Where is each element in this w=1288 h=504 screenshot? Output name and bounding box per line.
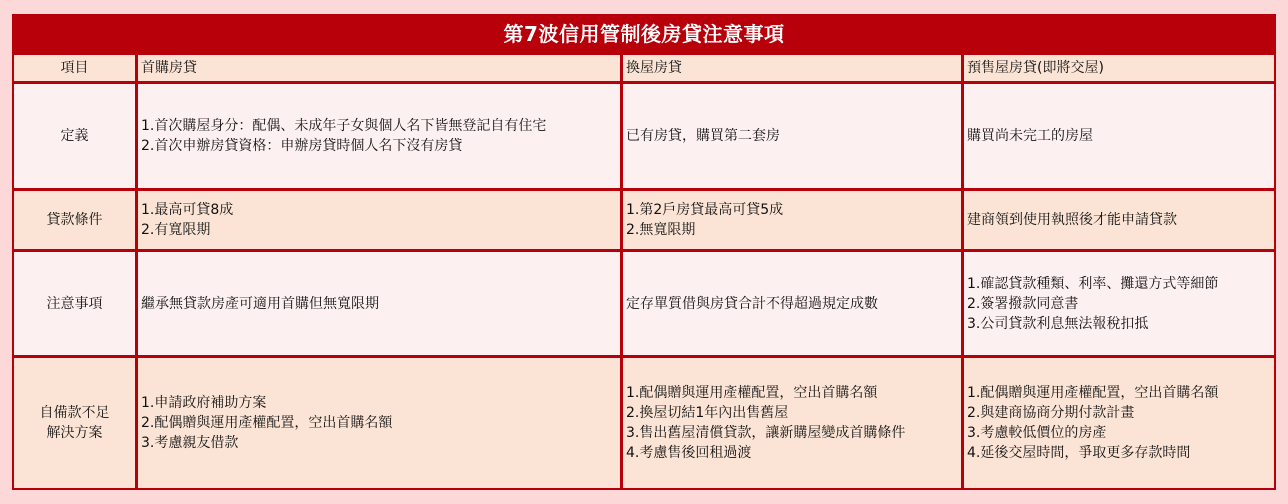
cell-first-purchase: [138, 358, 623, 488]
cell-line: 3.公司貸款利息無法報稅扣抵: [967, 315, 1149, 332]
row-label-line: 解決方案: [46, 425, 103, 441]
cell-presale: [964, 358, 1274, 488]
cell-line: 3.考慮較低價位的房產: [967, 425, 1107, 441]
mortgage-notes-table: [14, 55, 1274, 488]
cell-line: 3.售出舊屋清償貸款，讓新購屋變成首購條件: [626, 425, 906, 441]
cell-line: 2.換屋切結1年內出售舊屋: [626, 405, 789, 421]
table-row-notes: [14, 252, 1274, 358]
cell-first-purchase: [138, 84, 623, 191]
cell-line: 2.配偶贈與運用產權配置，空出首購名額: [141, 415, 393, 431]
cell-line: 繼承無貸款房產可適用首購但無寬限期: [141, 295, 379, 312]
cell-line: 1.配偶贈與運用產權配置，空出首購名額: [626, 385, 878, 401]
cell-first-purchase: [138, 252, 623, 358]
cell-replacement: [623, 191, 964, 252]
cell-first-purchase: [138, 191, 623, 252]
row-label: 定義: [14, 84, 138, 191]
cell-line: 1.配偶贈與運用產權配置，空出首購名額: [967, 385, 1219, 401]
header-presale: 預售屋房貸(即將交屋): [964, 55, 1274, 84]
cell-line: 4.考慮售後回租過渡: [626, 445, 752, 461]
cell-line: 1.首次購屋身分：配偶、未成年子女與個人名下皆無登記自有住宅: [141, 118, 547, 134]
header-first-purchase: 首購房貸: [138, 55, 623, 84]
header-row: [14, 55, 1274, 84]
cell-replacement: [623, 358, 964, 488]
cell-line: 購買尚未完工的房屋: [967, 128, 1093, 144]
row-label: 注意事項: [14, 252, 138, 358]
row-label: 貸款條件: [14, 191, 138, 252]
cell-line: 1.第2戶房貸最高可貸5成: [626, 202, 784, 218]
cell-line: 4.延後交屋時間，爭取更多存款時間: [967, 445, 1191, 461]
header-replacement: 換屋房貸: [623, 55, 964, 84]
table-row-definition: [14, 84, 1274, 191]
cell-line: 1.確認貸款種類、利率、攤還方式等細節: [967, 275, 1219, 292]
cell-presale: [964, 191, 1274, 252]
cell-line: 2.無寬限期: [626, 222, 696, 238]
cell-presale: [964, 84, 1274, 191]
cell-line: 2.首次申辦房貸資格：申辦房貸時個人名下沒有房貸: [141, 138, 463, 154]
table-row-loan-terms: [14, 191, 1274, 252]
cell-line: 2.與建商協商分期付款計畫: [967, 405, 1135, 421]
cell-line: 2.有寬限期: [141, 222, 211, 238]
cell-line: 已有房貸，購買第二套房: [626, 128, 780, 144]
cell-line: 1.申請政府補助方案: [141, 395, 267, 411]
table-title: 第7波信用管制後房貸注意事項: [503, 22, 785, 46]
row-label: [14, 358, 138, 488]
table-row-down-payment: [14, 358, 1274, 488]
cell-line: 2.簽署撥款同意書: [967, 295, 1079, 312]
cell-line: 1.最高可貸8成: [141, 202, 234, 218]
cell-replacement: [623, 84, 964, 191]
row-label-line: 自備款不足: [39, 405, 110, 421]
header-item: 項目: [14, 55, 138, 84]
cell-line: 定存單質借與房貸合計不得超過規定成數: [626, 295, 878, 312]
cell-replacement: [623, 252, 964, 358]
cell-presale: [964, 252, 1274, 358]
cell-line: 3.考慮親友借款: [141, 435, 239, 451]
cell-line: 建商領到使用執照後才能申請貸款: [967, 212, 1177, 228]
